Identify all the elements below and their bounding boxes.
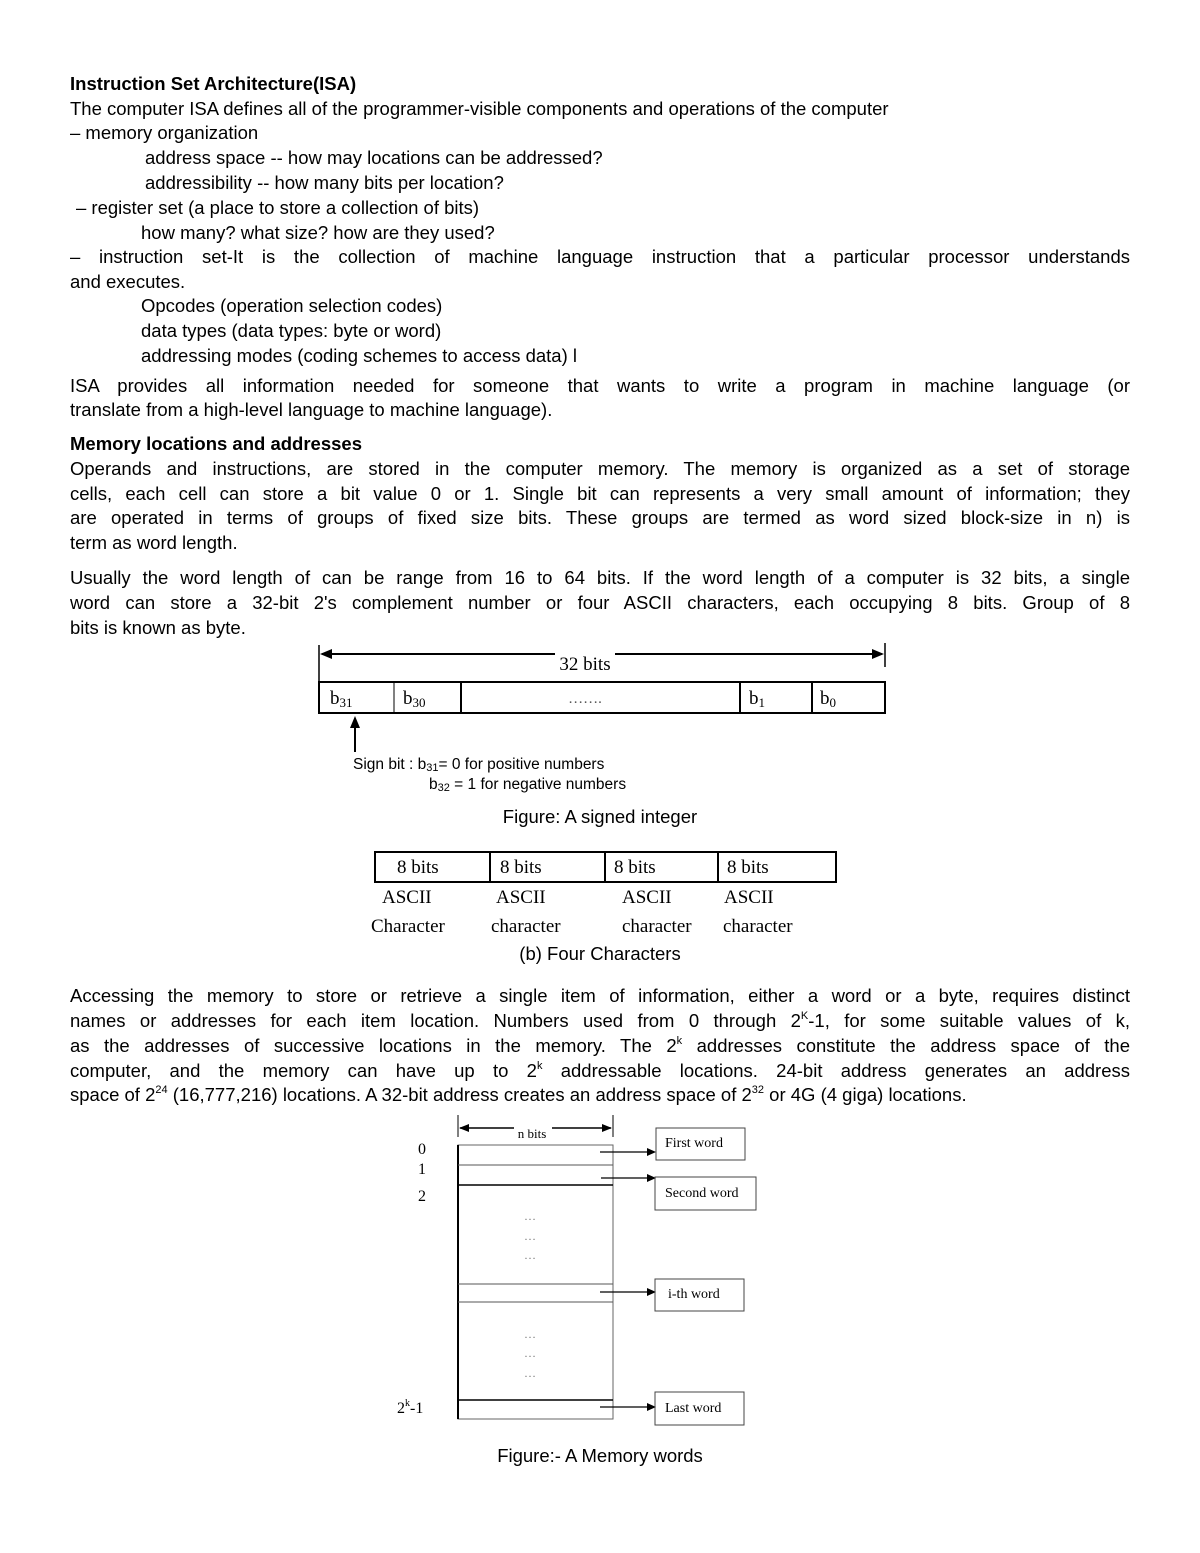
figure-label: First word [665, 1136, 723, 1151]
figure-label: 31 [339, 695, 353, 710]
figure-label: 32 [437, 782, 450, 794]
paragraph-line: ISA provides all information needed for someone that wants to write a program in machine language (or [70, 375, 1130, 396]
figure-label: = 0 for positive numbers [438, 756, 605, 773]
figure-label: character [622, 916, 692, 937]
bit-ellipsis: ……. [568, 691, 602, 707]
figure-label: 2 [397, 1400, 405, 1417]
figure-label: -1 [410, 1400, 424, 1417]
bit-b1 [749, 688, 765, 710]
figure-label: 8 bits [614, 857, 656, 878]
figure-shape [647, 1148, 656, 1156]
figure-label: … [524, 1209, 536, 1223]
figure-label: 8 bits [397, 857, 439, 878]
four-characters-figure [371, 852, 836, 937]
paragraph-line: translate from a high-level language to machine language). [70, 399, 553, 420]
figure-label: k [405, 1398, 410, 1409]
figure-label: Last word [665, 1401, 722, 1416]
heading-isa: Instruction Set Architecture(ISA) [70, 73, 357, 94]
arrow-left-icon [320, 649, 332, 659]
isa-intro: The computer ISA defines all of the programmer-visible components and operations of the computer [70, 98, 889, 119]
figure-label: … [524, 1229, 536, 1243]
paragraph-line: space of $2^{24}$ (16,777,216) locations. A 32-bit address creates an address space of $2^{32}$ or 4G (4 giga) locations. [70, 1084, 967, 1105]
bit-b30 [403, 688, 426, 710]
figure-label: b [820, 688, 830, 709]
figure-label: character [723, 916, 793, 937]
figure-label [397, 1398, 423, 1417]
figure-label: 8 bits [727, 857, 769, 878]
figure-shape [600, 1152, 652, 1407]
figure-label: 30 [412, 695, 426, 710]
sign-bit-note-2 [429, 776, 626, 794]
bit-b0 [820, 688, 836, 710]
paragraph-line: as the addresses of successive locations in the memory. The 2$^k$ addresses constitute the address space of the [70, 1035, 1130, 1056]
figure-label: 0 [418, 1141, 426, 1158]
list-item-cont: and executes. [70, 271, 186, 292]
sign-bit-note-1 [353, 756, 605, 774]
figure-label: ASCII [724, 887, 774, 908]
list-subitem: Opcodes (operation selection codes) [141, 295, 443, 316]
figure-label: … [524, 1248, 536, 1262]
list-subitem: addressing modes (coding schemes to access data) l [141, 345, 577, 366]
paragraph-line: names or addresses for each item location. Numbers used from 0 through $2^K-1$, for some suitable values of k, [70, 1010, 1130, 1031]
heading-memory: Memory locations and addresses [70, 433, 362, 454]
paragraph-line: cells, each cell can store a bit value 0 or 1. Single bit can represents a very small amount of information; they [70, 483, 1130, 504]
figure-label: ASCII [382, 887, 432, 908]
figure-shape [655, 1128, 756, 1425]
figure-label: ASCII [496, 887, 546, 908]
figure-shape [524, 1209, 536, 1380]
paragraph-line: Operands and instructions, are stored in the computer memory. The memory is organized as a set of storage [70, 458, 1130, 479]
figure-label: … [524, 1346, 536, 1360]
paragraph-line: term as word length. [70, 532, 238, 553]
signed-integer-figure [319, 643, 885, 794]
figure-label: 2 [418, 1188, 426, 1205]
list-item: – instruction set-It is the collection of machine language instruction that a particular processor understands [70, 246, 1130, 267]
figure-label: Second word [665, 1186, 739, 1201]
paragraph-line: word can store a 32-bit 2's complement number or four ASCII characters, each occupying 8 bits. Group of 8 [70, 592, 1130, 613]
figure-label: 31 [426, 762, 439, 774]
memory-words-figure [397, 1115, 756, 1425]
figure-label: = 1 for negative numbers [449, 776, 627, 793]
figure-caption: Figure:- A Memory words [497, 1445, 703, 1466]
paragraph-line: bits is known as byte. [70, 617, 246, 638]
paragraph-line: are operated in terms of groups of fixed size bits. These groups are termed as word sized block-size in n) is [70, 507, 1130, 528]
figure-label: 1 [758, 695, 765, 710]
list-item: – memory organization [70, 122, 259, 143]
figure-label: b [330, 688, 340, 709]
figure-label: b [403, 688, 413, 709]
paragraph-line: Accessing the memory to store or retrieve a single item of information, either a word or a byte, requires distinct [70, 985, 1130, 1006]
figure-label: 1 [418, 1161, 426, 1178]
figure-shape [665, 1136, 739, 1416]
figure-label: Sign bit : b [353, 756, 427, 773]
figure-label: b [749, 688, 759, 709]
list-subitem: addressibility -- how many bits per location? [145, 172, 504, 193]
figure-label: character [491, 916, 561, 937]
span-label: 32 bits [559, 654, 611, 675]
list-subitem: how many? what size? how are they used? [141, 222, 495, 243]
arrow-right-icon [872, 649, 884, 659]
figure-caption: Figure: A signed integer [502, 806, 698, 827]
paragraph-line: computer, and the memory can have up to 2$^k$ addressable locations. 24-bit address generates an address [70, 1060, 1130, 1081]
figure-caption: (b) Four Characters [519, 943, 681, 964]
figure-shape [397, 1141, 426, 1417]
figure-label: ASCII [622, 887, 672, 908]
figure-shape [459, 1124, 469, 1132]
list-item: – register set (a place to store a collection of bits) [76, 197, 480, 218]
paragraph-line: Usually the word length of can be range from 16 to 64 bits. If the word length of a computer is 32 bits, a single [70, 567, 1130, 588]
figure-label: b [429, 776, 438, 793]
figure-label: n bits [517, 1126, 547, 1141]
figure-label: 0 [829, 695, 836, 710]
list-subitem: data types (data types: byte or word) [141, 320, 442, 341]
arrow-up-icon [350, 716, 360, 728]
figure-shape [602, 1124, 612, 1132]
figure-label: … [524, 1366, 536, 1380]
figure-label: 8 bits [500, 857, 542, 878]
figure-label: i-th word [668, 1287, 720, 1302]
bit-b31 [330, 688, 353, 710]
figure-label: Character [371, 916, 445, 937]
list-subitem: address space -- how may locations can be addressed? [145, 147, 603, 168]
figure-label: … [524, 1327, 536, 1341]
